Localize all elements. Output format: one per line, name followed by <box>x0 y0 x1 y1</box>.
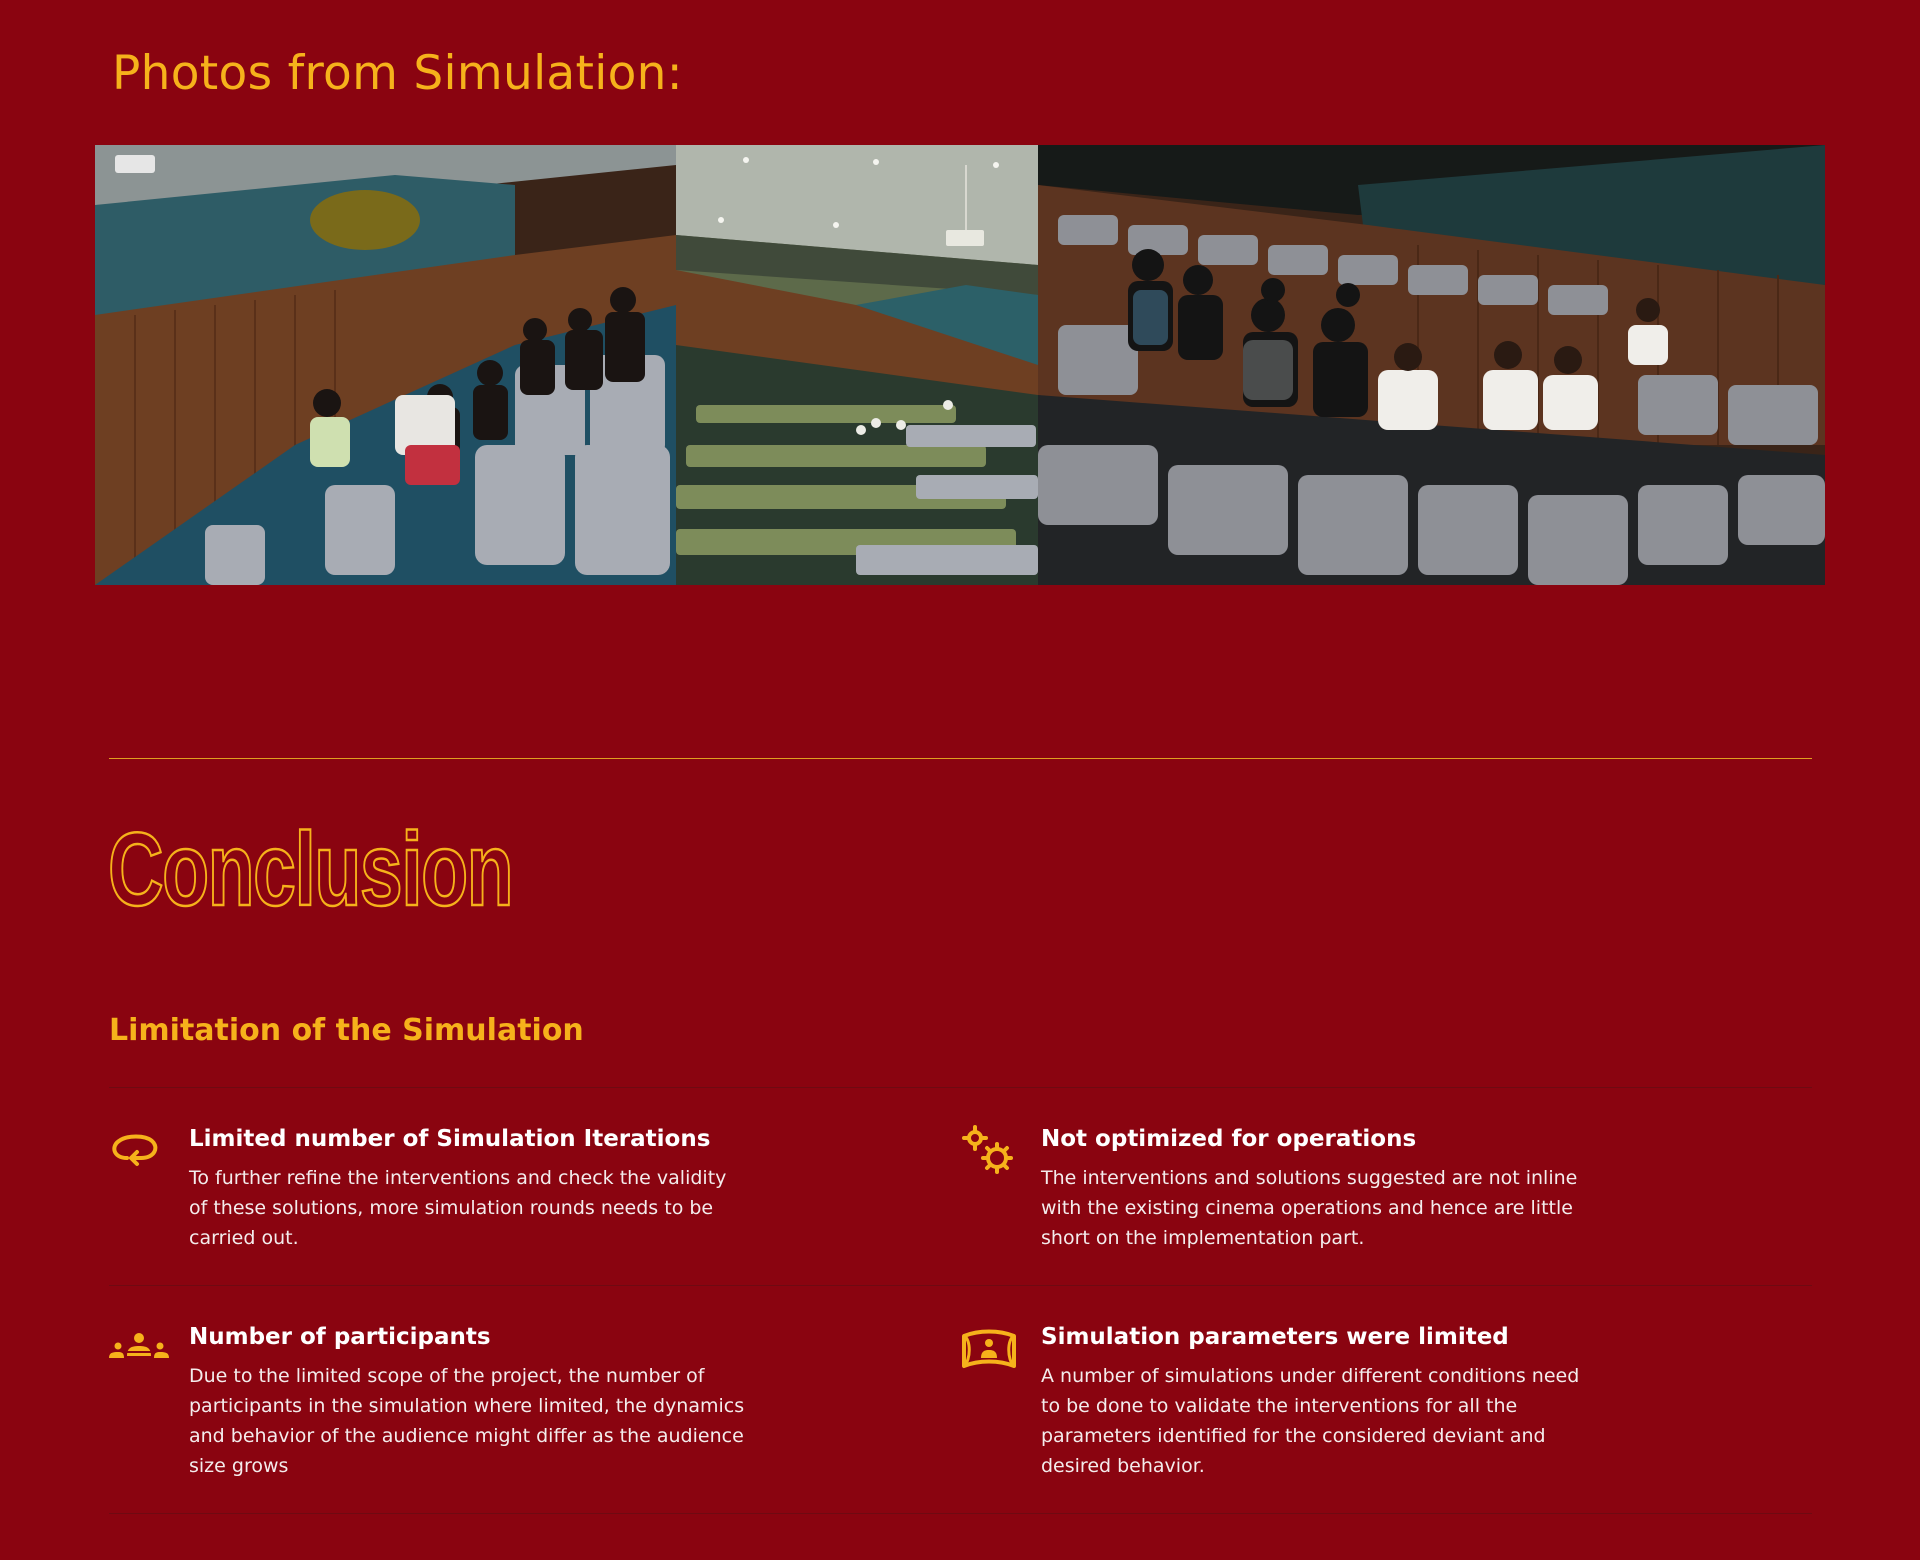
conclusion-title: Conclusion <box>108 812 513 928</box>
row-divider <box>109 1087 1812 1088</box>
photo-gallery <box>95 145 1825 585</box>
limitation-text: A number of simulations under different conditions need to be done to validate the interventions for all the parameters identified for the considered deviant and desired behavior. <box>1041 1365 1580 1477</box>
loop-arrow-icon <box>107 1124 163 1180</box>
limitation-title: Simulation parameters were limited <box>1041 1324 1509 1350</box>
limitation-text: The interventions and solutions suggested are not inline with the existing cinema operations and hence are little short on the implementation part. <box>1041 1167 1578 1249</box>
gears-icon <box>959 1124 1015 1180</box>
limitations-heading: Limitation of the Simulation <box>109 1013 584 1048</box>
row-divider <box>109 1513 1812 1514</box>
simulation-photo-3[interactable] <box>1038 145 1825 585</box>
simulation-photo-2[interactable] <box>676 145 1038 585</box>
limitation-title: Number of participants <box>189 1324 491 1350</box>
limitation-title: Limited number of Simulation Iterations <box>189 1126 711 1152</box>
limitation-item-participants <box>189 1322 789 1481</box>
limitation-text: Due to the limited scope of the project, the number of participants in the simulation where limited, the dynamics and behavior of the audience might differ as the audience size grows <box>189 1365 745 1477</box>
simulation-photo-1[interactable] <box>95 145 676 585</box>
limitation-item-iterations <box>189 1124 789 1253</box>
group-icon <box>107 1322 163 1378</box>
row-divider <box>109 1285 1812 1286</box>
limitation-title: Not optimized for operations <box>1041 1126 1417 1152</box>
section-divider <box>109 758 1812 759</box>
photos-heading: Photos from Simulation: <box>112 46 683 101</box>
limitation-text: To further refine the interventions and check the validity of these solutions, more simulation rounds needs to be carried out. <box>189 1167 727 1249</box>
panorama-person-icon <box>959 1322 1015 1378</box>
limitation-item-operations <box>1041 1124 1641 1253</box>
limitation-item-parameters <box>1041 1322 1641 1481</box>
